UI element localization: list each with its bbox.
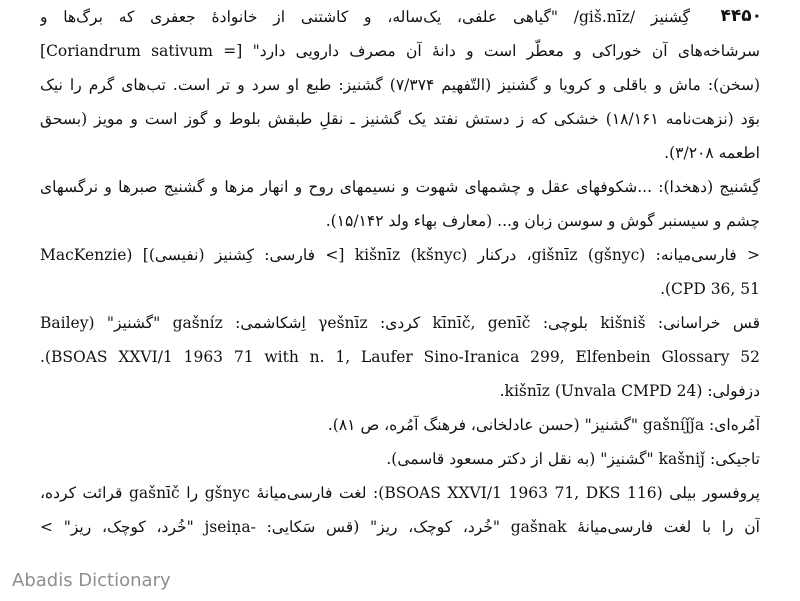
- entry-line-15: پروفسور بیلی (BSOAS XXVI/1 1963 71, DKS 116): لغت فارسی‌میانهٔ gšnyc را gašnīč قرائت کرده،: [40, 484, 760, 502]
- entry-line-16: آن را با لغت فارسی‌میانهٔ gašnak "خُرد، کوچک، ریز" (قس سَکایی: -jseiṇa "خُرد، کوچک، ریز" >: [40, 518, 760, 536]
- entry-line-6: گِشنیج (دهخدا): ...شکوفهای عقل و چشمهای شهوت و نسیمهای روح و انهار مزها و گشنیج صبرها و نرگسهای: [40, 178, 760, 196]
- entry-line-14: تاجیکی: kašniǰ "گشنیز" (به نقل از دکتر مسعود قاسمی).: [386, 450, 760, 468]
- entry-line-2: سرشاخه‌های آن خوراکی و معطّر است و دانهٔ آن مصرف دارویی دارد" [= Coriandrum sativum]: [40, 42, 760, 60]
- entry-line-11: BSOAS XXVI/1 1963 71 with n. 1, Laufer Sino-Iranica 299, Elfenbein Glossary 52).: [40, 348, 760, 366]
- entry-line-8: < فارسی‌میانه: gišnīz (gšnyc)، درکنار kišnīz (kšnyc) [> فارسی: کِشنیز (نفیسی)] (MacKenzie: [40, 246, 760, 264]
- entry-number: ۴۴۵۰: [720, 6, 762, 26]
- entry-line-13: آمُره‌ای: gašníǰǰa "گشنیز" (حسن عادلخانی، فرهنگ آمُره، ص ۸۱).: [327, 416, 760, 434]
- entry-line-1: گِشنیز /giš.nīz/ "گیاهی علفی، یک‌ساله، و کاشتنی از خانوادهٔ جعفری که برگ‌ها و: [40, 8, 690, 26]
- watermark: Abadis Dictionary: [12, 570, 171, 591]
- entry-line-9: CPD 36, 51).: [660, 280, 760, 298]
- entry-line-7: چشم و سیسنبر گوش و سوسن زبان و... (معارف بهاء ولد ۱۵/۱۴۲).: [325, 212, 760, 230]
- entry-line-10: قس خراسانی: kišniš بلوچی: kīnīč, genīč کردی: γešnīz اِشکاشمی: gašníz "گشنیز" (Bailey: [40, 314, 760, 332]
- entry-line-12: دزفولی: kišnīz (Unvala CMPD 24).: [499, 382, 760, 400]
- entry-line-3: (سخن): ماش و باقلی و کرویا و گشنیز (التّفهیم ۷/۳۷۴) گشنیز: طبع او سرد و تر است. تب‌های گرم را نیک: [40, 76, 760, 94]
- entry-line-5: اطعمه ۳/۲۰۸).: [664, 144, 760, 162]
- entry-line-4: بوَد (نزهت‌نامه ۱۸/۱۶۱) خشکی که ز دستش نفتد یک گشنیز ـ نقلِ طبقش بلوط و گوز است و مویز (بسحق: [40, 110, 760, 128]
